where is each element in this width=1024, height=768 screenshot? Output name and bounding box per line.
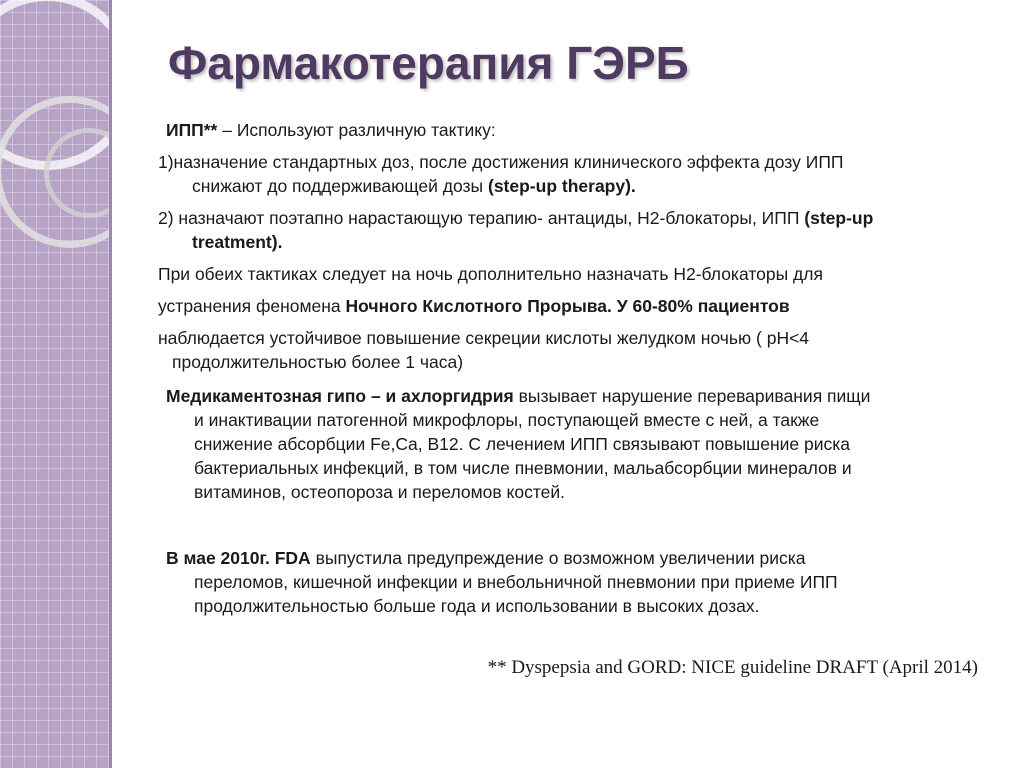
paragraph-line: переломов, кишечной инфекции и внебольничной пневмонии при приеме ИПП xyxy=(194,572,838,592)
paragraph-line: продолжительностью больше года и использовании в высоких дозах. xyxy=(194,596,760,616)
paragraph-line: устранения феномена xyxy=(158,296,346,316)
paragraph-line: снижение абсорбции Fe,Ca, B12. С лечением ИПП связывают повышение риска xyxy=(194,434,851,454)
paragraph-line: вызывает нарушение переваривания пищи xyxy=(513,386,871,406)
paragraph-line: бактериальных инфекций, в том числе пневмонии, мальабсорбции минералов и xyxy=(194,458,852,478)
night-acid-breakthrough-term: Ночного Кислотного Прорыва. У 60-80% пациентов xyxy=(345,296,790,316)
tactic-item-2 xyxy=(158,206,988,254)
fda-warning-paragraph xyxy=(166,546,996,618)
night-acid-paragraph xyxy=(158,326,988,374)
ipp-label: ИПП** xyxy=(166,120,218,140)
ipp-heading xyxy=(166,118,996,142)
fda-date-term: В мае 2010г. FDA xyxy=(166,548,311,568)
step-up-treatment-term: treatment). xyxy=(192,232,283,252)
panel-edge xyxy=(109,0,112,768)
achlorhydria-paragraph xyxy=(166,384,996,504)
decorative-side-panel xyxy=(0,0,112,768)
tactic-item-1-line: 1)назначение стандартных доз, после достижения клинического эффекта дозу ИПП xyxy=(158,152,844,172)
paragraph-line: наблюдается устойчивое повышение секреции кислоты желудком ночью ( pH<4 xyxy=(158,328,810,348)
tactic-item-1 xyxy=(158,150,988,198)
ipp-text: – Используют различную тактику: xyxy=(217,120,496,140)
achlorhydria-term: Медикаментозная гипо – и ахлоргидрия xyxy=(166,386,514,406)
night-acid-paragraph xyxy=(158,294,988,318)
tactic-item-2-line: 2) назначают поэтапно нарастающую терапию- антациды, Н2-блокаторы, ИПП xyxy=(158,208,805,228)
paragraph-line: и инактивации патогенной микрофлоры, поступающей вместе с ней, а также xyxy=(194,410,820,430)
step-up-treatment-term: (step-up xyxy=(804,208,874,228)
tactic-item-1-line: снижают до поддерживающей дозы xyxy=(192,176,488,196)
paragraph-line: продолжительностью более 1 часа) xyxy=(172,352,464,372)
step-up-therapy-term: (step-up therapy). xyxy=(488,176,636,196)
paragraph-line: витаминов, остеопороза и переломов костей. xyxy=(194,482,566,502)
paragraph-line: При обеих тактиках следует на ночь дополнительно назначать Н2-блокаторы для xyxy=(158,264,823,284)
paragraph-line: выпустила предупреждение о возможном увеличении риска xyxy=(310,548,806,568)
reference-footnote: ** Dyspepsia and GORD: NICE guideline DRAFT (April 2014) xyxy=(487,657,978,678)
slide-title: Фармакотерапия ГЭРБ xyxy=(168,37,689,89)
night-acid-paragraph xyxy=(158,262,988,286)
